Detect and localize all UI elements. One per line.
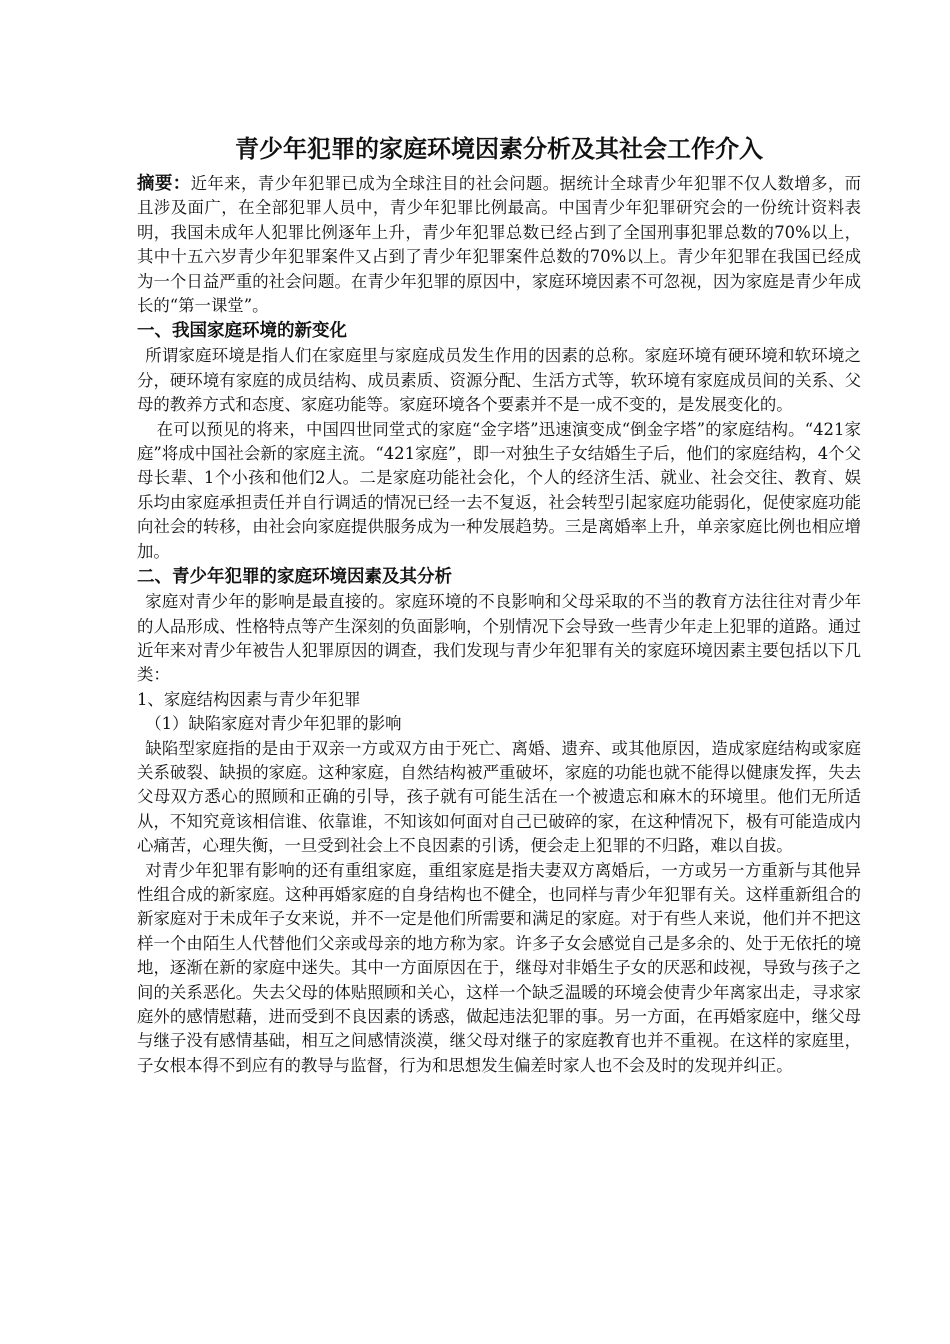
section1-paragraph-2: 在可以预见的将来，中国四世同堂式的家庭“金字塔”迅速演变成“倒金字塔”的家庭结构。“421家庭”将成中国社会新的家庭主流。“421家庭”，即一对独生子女结婚生子后，他们的家庭结构，4个父母长辈、1个小孩和他们2人。二是家庭功能社会化，个人的经济生活、就业、社会交往、教育、娱乐均由家庭承担责任并自行调适的情况已经一去不复返，社会转型引起家庭功能弱化，促使家庭功能向社会的转移，由社会向家庭提供服务成为一种发展趋势。三是离婚率上升，单亲家庭比例也相应增加。 <box>137 419 861 561</box>
section-heading-1: 一、我国家庭环境的新变化 <box>137 321 347 342</box>
subheading-1-1: （1）缺陷家庭对青少年犯罪的影响 <box>145 714 402 734</box>
section1-paragraph-1: 所谓家庭环境是指人们在家庭里与家庭成员发生作用的因素的总称。家庭环境有硬环境和软环境之分，硬环境有家庭的成员结构、成员素质、资源分配、生活方式等，软环境有家庭成员间的关系、父母的教养方式和态度、家庭功能等。家庭环境各个要素并不是一成不变的，是发展变化的。 <box>137 346 861 415</box>
section2-paragraph-1: 家庭对青少年的影响是最直接的。家庭环境的不良影响和父母采取的不当的教育方法往往对青少年的人品形成、性格特点等产生深刻的负面影响，个别情况下会导致一些青少年走上犯罪的道路。通过近年来对青少年被告人犯罪原因的调查，我们发现与青少年犯罪有关的家庭环境因素主要包括以下几类： <box>137 592 861 685</box>
section-heading-2: 二、青少年犯罪的家庭环境因素及其分析 <box>137 567 452 588</box>
document-title: 青少年犯罪的家庭环境因素分析及其社会工作介入 <box>235 135 763 163</box>
abstract-label: 摘要： <box>137 174 191 194</box>
subheading-1: 1、家庭结构因素与青少年犯罪 <box>137 689 361 709</box>
document-page <box>137 130 861 1078</box>
abstract-paragraph <box>137 172 861 318</box>
section2-paragraph-2: 缺陷型家庭指的是由于双亲一方或双方由于死亡、离婚、遗弃、或其他原因，造成家庭结构或家庭关系破裂、缺损的家庭。这种家庭，自然结构被严重破坏，家庭的功能也就不能得以健康发挥，失去父母双方悉心的照顾和正确的引导，孩子就有可能生活在一个被遗忘和麻木的环境里。他们无所适从，不知究竟该相信谁、依靠谁，不知该如何面对自己已破碎的家，在这种情况下，极有可能造成内心痛苦，心理失衡，一旦受到社会上不良因素的引诱，便会走上犯罪的不归路，难以自拔。 <box>137 738 861 856</box>
section2-paragraph-3: 对青少年犯罪有影响的还有重组家庭，重组家庭是指夫妻双方离婚后，一方或另一方重新与其他异性组合成的新家庭。这种再婚家庭的自身结构也不健全，也同样与青少年犯罪有关。这样重新组合的新家庭对于未成年子女来说，并不一定是他们所需要和满足的家庭。对于有些人来说，他们并不把这样一个由陌生人代替他们父亲或母亲的地方称为家。许多子女会感觉自己是多余的、处于无依托的境地，逐渐在新的家庭中迷失。其中一方面原因在于，继母对非婚生子女的厌恶和歧视，导致与孩子之间的关系恶化。失去父母的体贴照顾和关心，这样一个缺乏温暖的环境会使青少年离家出走，寻求家庭外的感情慰藉，进而受到不良因素的诱惑，做起违法犯罪的事。另一方面，在再婚家庭中，继父母与继子没有感情基础，相互之间感情淡漠，继父母对继子的家庭教育也并不重视。在这样的家庭里，子女根本得不到应有的教导与监督，行为和思想发生偏差时家人也不会及时的发现并纠正。 <box>137 860 861 1075</box>
abstract-text: 近年来，青少年犯罪已成为全球注目的社会问题。据统计全球青少年犯罪不仅人数增多，而且涉及面广，在全部犯罪人员中，青少年犯罪比例最高。中国青少年犯罪研究会的一份统计资料表明，我国未成年人犯罪比例逐年上升，青少年犯罪总数已经占到了全国刑事犯罪总数的70%以上，其中十五六岁青少年犯罪案件又占到了青少年犯罪案件总数的70%以上。青少年犯罪在我国已经成为一个日益严重的社会问题。在青少年犯罪的原因中，家庭环境因素不可忽视，因为家庭是青少年成长的“第一课堂”。 <box>137 174 862 316</box>
